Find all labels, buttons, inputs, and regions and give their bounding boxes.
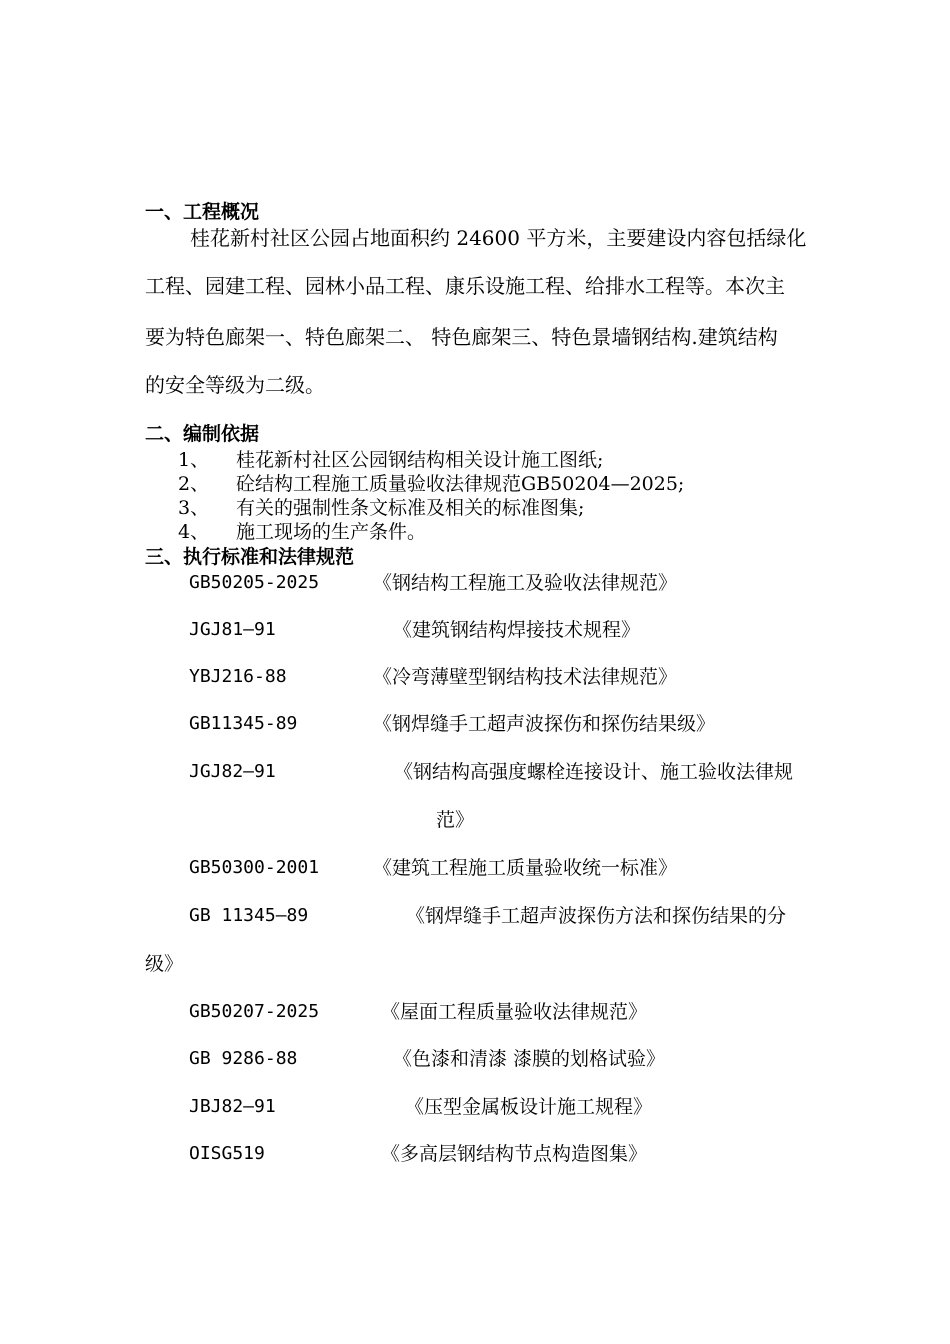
standard-code: JGJ82—91 (189, 761, 276, 782)
standard-title: 《钢焊缝手工超声波探伤方法和探伤结果的分 (406, 905, 787, 927)
basis-item-text: 桂花新村社区公园钢结构相关设计施工图纸; (236, 449, 604, 471)
standard-code: GB50300-2001 (189, 857, 320, 878)
section-heading-basis: 二、编制依据 (145, 423, 260, 445)
standard-code: JGJ81—91 (189, 619, 276, 640)
basis-item-number: 1、 (178, 449, 210, 471)
standard-title: 《色漆和清漆 漆膜的划格试验》 (393, 1048, 666, 1070)
standard-title: 《建筑钢结构焊接技术规程》 (393, 619, 641, 641)
section-heading-overview: 一、工程概况 (145, 201, 260, 223)
standard-code: GB50205-2025 (189, 572, 320, 593)
basis-item-number: 3、 (178, 497, 210, 519)
standard-title: 《屋面工程质量验收法律规范》 (381, 1001, 648, 1023)
standard-code: GB11345-89 (189, 713, 298, 734)
standard-title: 《钢结构高强度螺栓连接设计、施工验收法律规 (394, 761, 794, 783)
standard-title: 《冷弯薄壁型钢结构技术法律规范》 (373, 666, 678, 688)
standard-title-continuation: 范》 (436, 809, 475, 831)
section-heading-standards: 三、执行标准和法律规范 (145, 546, 355, 568)
standard-code: GB 9286-88 (189, 1048, 298, 1069)
basis-item-number: 2、 (178, 473, 210, 495)
basis-item-number: 4、 (178, 521, 210, 543)
overview-paragraph-line: 的安全等级为二级。 (145, 373, 325, 397)
standard-title: 《钢结构工程施工及验收法律规范》 (373, 572, 678, 594)
standard-code: YBJ216-88 (189, 666, 287, 687)
standard-title: 《多高层钢结构节点构造图集》 (381, 1143, 648, 1165)
standard-title: 《压型金属板设计施工规程》 (405, 1096, 653, 1118)
standard-title-continuation: 级》 (145, 953, 184, 975)
basis-item-text: 砼结构工程施工质量验收法律规范GB50204—2025; (236, 473, 685, 495)
standard-title: 《钢焊缝手工超声波探伤和探伤结果级》 (373, 713, 716, 735)
basis-item-text: 有关的强制性条文标准及相关的标准图集; (236, 497, 585, 519)
overview-paragraph-line: 桂花新村社区公园占地面积约 24600 平方米，主要建设内容包括绿化 (190, 226, 807, 250)
standard-title: 《建筑工程施工质量验收统一标准》 (373, 857, 678, 879)
basis-item-text: 施工现场的生产条件。 (236, 521, 427, 543)
overview-paragraph-line: 要为特色廊架一、特色廊架二、 特色廊架三、特色景墙钢结构.建筑结构 (145, 325, 778, 349)
overview-paragraph-line: 工程、园建工程、园林小品工程、康乐设施工程、给排水工程等。本次主 (145, 274, 785, 298)
standard-code: OISG519 (189, 1143, 265, 1164)
standard-code: GB50207-2025 (189, 1001, 320, 1022)
standard-code: GB 11345—89 (189, 905, 309, 926)
standard-code: JBJ82—91 (189, 1096, 276, 1117)
